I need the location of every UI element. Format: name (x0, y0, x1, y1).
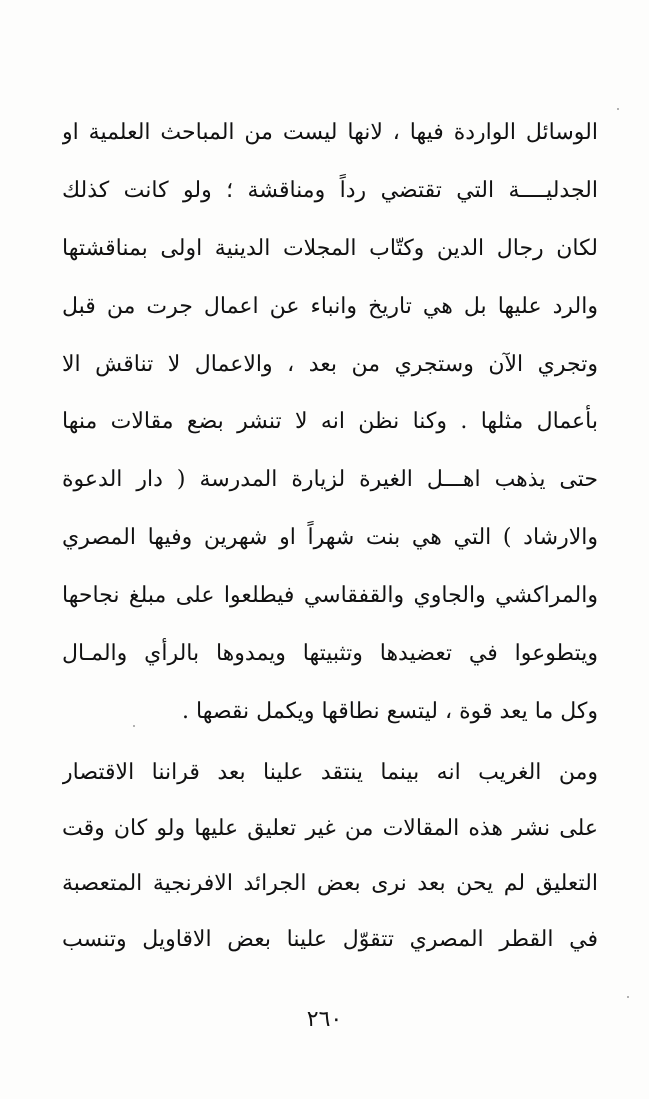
text-line: والرد عليها بل هي تاريخ وانباء عن اعمال جرت من قبل (62, 293, 598, 319)
text-line: ومن الغريب انه بينما ينتقد علينا بعد قراننا الاقتصار (62, 760, 598, 785)
text-line: لكان رجال الدين وكتّاب المجلات الدينية اولى بمناقشتها (62, 235, 598, 261)
text-line: ويتطوعوا في تعضيدها وتثبيتها ويمدوها بالرأي والمـال (62, 641, 598, 667)
text-line: على نشر هذه المقالات من غير تعليق عليها ولو كان وقت (62, 815, 598, 841)
paper-speck (133, 725, 135, 727)
text-line: الوسائل الواردة فيها ، لانها ليست من المباحث العلمية او (62, 120, 598, 145)
text-line: حتى يذهب اهـــل الغيرة لزيارة المدرسة ( دار الدعوة (62, 467, 598, 493)
text-line: والمراكشي والجاوي والقفقاسي فيطلعوا على مبلغ نجاحها (62, 583, 598, 609)
text-line: وكل ما يعد قوة ، ليتسع نطاقها ويكمل نقصها . (182, 698, 598, 724)
paragraph-2 (62, 745, 598, 967)
page-number: ٢٦٠ (306, 1007, 343, 1032)
text-line: وتجري الآن وستجري من بعد ، والاعمال لا تناقش الا (62, 351, 598, 377)
text-line: في القطر المصري تتقوّل علينا بعض الاقاويل وتنسب (62, 926, 598, 952)
text-line: بأعمال مثلها . وكنا نظن انه لا تنشر بضع مقالات منها (62, 409, 598, 435)
text-line: التعليق لم يحن بعد نرى بعض الجرائد الافرنجية المتعصبة (62, 871, 598, 896)
paragraph-1 (62, 104, 598, 741)
paper-speck (627, 996, 629, 998)
paper-speck (617, 108, 619, 110)
text-line: والارشاد ) التي هي بنت شهراً او شهرين وفيها المصري (62, 525, 598, 551)
text-line: الجدليــــة التي تقتضي رداً ومناقشة ؛ ولو كانت كذلك (62, 177, 598, 203)
